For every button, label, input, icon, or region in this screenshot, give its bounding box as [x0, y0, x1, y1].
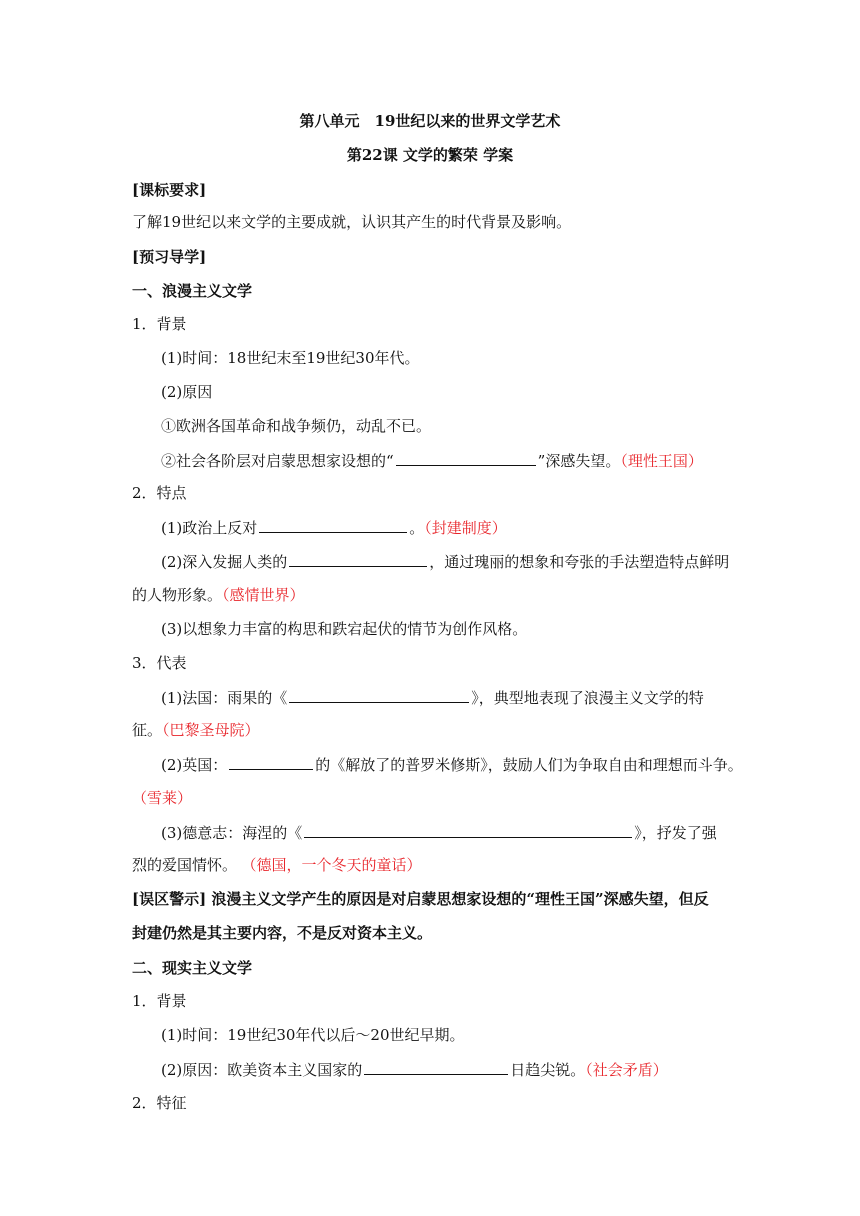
feature-2-cont-text: 的人物形象。 [132, 586, 223, 604]
warning-line-2: 封建仍然是其主要内容，不是反对资本主义。 [132, 924, 433, 942]
feature-2-suffix: ，通过瑰丽的想象和夸张的手法塑造特点鲜明 [429, 553, 730, 571]
blank-line[interactable] [289, 687, 469, 703]
feature-2 [161, 551, 729, 571]
realism-feature-heading: 2．特征 [132, 1094, 187, 1112]
lesson-title: 第22课 文学的繁荣 学案 [346, 146, 514, 164]
blank-line[interactable] [364, 1059, 508, 1075]
realism-heading: 二、现实主义文学 [132, 959, 253, 977]
answer-text: （封建制度） [424, 519, 507, 537]
feature-1-suffix: 。 [409, 519, 425, 537]
kebiao-text: 了解19世纪以来文学的主要成就，认识其产生的时代背景及影响。 [132, 213, 572, 231]
rep-3-continued [132, 855, 422, 875]
answer-text: （理性王国） [620, 452, 703, 470]
rep-2-suffix: 的《解放了的普罗米修斯》，鼓励人们为争取自由和理想而斗争。 [315, 756, 743, 774]
answer-text: （德国，一个冬天的童话） [249, 856, 422, 874]
answer-text: （巴黎圣母院） [162, 721, 260, 739]
blank-line[interactable] [229, 754, 313, 770]
rep-3-cont-text: 烈的爱国情怀。 [132, 856, 238, 874]
kebiao-heading: [课标要求] [132, 181, 207, 199]
feature-3: (3)以想象力丰富的构思和跌宕起伏的情节为创作风格。 [161, 620, 528, 638]
rep-1-prefix: (1)法国：雨果的《 [161, 689, 288, 707]
unit-title: 第八单元 19世纪以来的世界文学艺术 [299, 112, 561, 130]
feature-2-prefix: (2)深入发掘人类的 [161, 553, 288, 571]
rep-2-prefix: (2)英国： [161, 756, 228, 774]
yuxi-heading: [预习导学] [132, 248, 207, 266]
realism-time: (1)时间：19世纪30年代以后～20世纪早期。 [161, 1026, 465, 1044]
realism-reason-prefix: (2)原因：欧美资本主义国家的 [161, 1061, 363, 1079]
romanticism-feature-heading: 2．特点 [132, 484, 187, 502]
rep-3-prefix: (3)德意志：海涅的《 [161, 824, 303, 842]
answer-text: （雪莱） [132, 789, 193, 807]
feature-2-continued [132, 585, 305, 605]
blank-line[interactable] [396, 450, 536, 466]
rep-1 [161, 687, 704, 707]
feature-1 [161, 517, 507, 537]
blank-line[interactable] [259, 517, 407, 533]
romanticism-time: (1)时间：18世纪末至19世纪30年代。 [161, 349, 420, 367]
answer-text: （社会矛盾） [585, 1061, 668, 1079]
rep-3-suffix: 》，抒发了强 [634, 824, 717, 842]
romanticism-heading: 一、浪漫主义文学 [132, 282, 253, 300]
rep-1-cont-text: 征。 [132, 721, 163, 739]
rep-2 [161, 754, 743, 774]
romanticism-reason-2 [161, 450, 703, 470]
realism-reason [161, 1059, 668, 1079]
romanticism-reason-label: (2)原因 [161, 383, 213, 401]
realism-bg-heading: 1．背景 [132, 992, 187, 1010]
romanticism-reason-1: ①欧洲各国革命和战争频仍，动乱不已。 [161, 417, 432, 435]
blank-line[interactable] [304, 822, 632, 838]
reason2-prefix: ②社会各阶层对启蒙思想家设想的“ [161, 452, 394, 470]
feature-1-prefix: (1)政治上反对 [161, 519, 258, 537]
romanticism-rep-heading: 3．代表 [132, 654, 187, 672]
romanticism-bg-heading: 1．背景 [132, 315, 187, 333]
rep-2-continued [132, 788, 192, 808]
realism-reason-suffix: 日趋尖锐。 [510, 1061, 586, 1079]
rep-1-suffix: 》，典型地表现了浪漫主义文学的特 [471, 689, 704, 707]
reason2-suffix: ”深感失望。 [537, 452, 621, 470]
rep-3 [161, 822, 717, 842]
rep-1-continued [132, 720, 260, 740]
warning-line-1: [误区警示] 浪漫主义文学产生的原因是对启蒙思想家设想的“理性王国”深感失望，但反 [132, 890, 709, 908]
answer-text: （感情世界） [222, 586, 305, 604]
blank-line[interactable] [289, 551, 427, 567]
